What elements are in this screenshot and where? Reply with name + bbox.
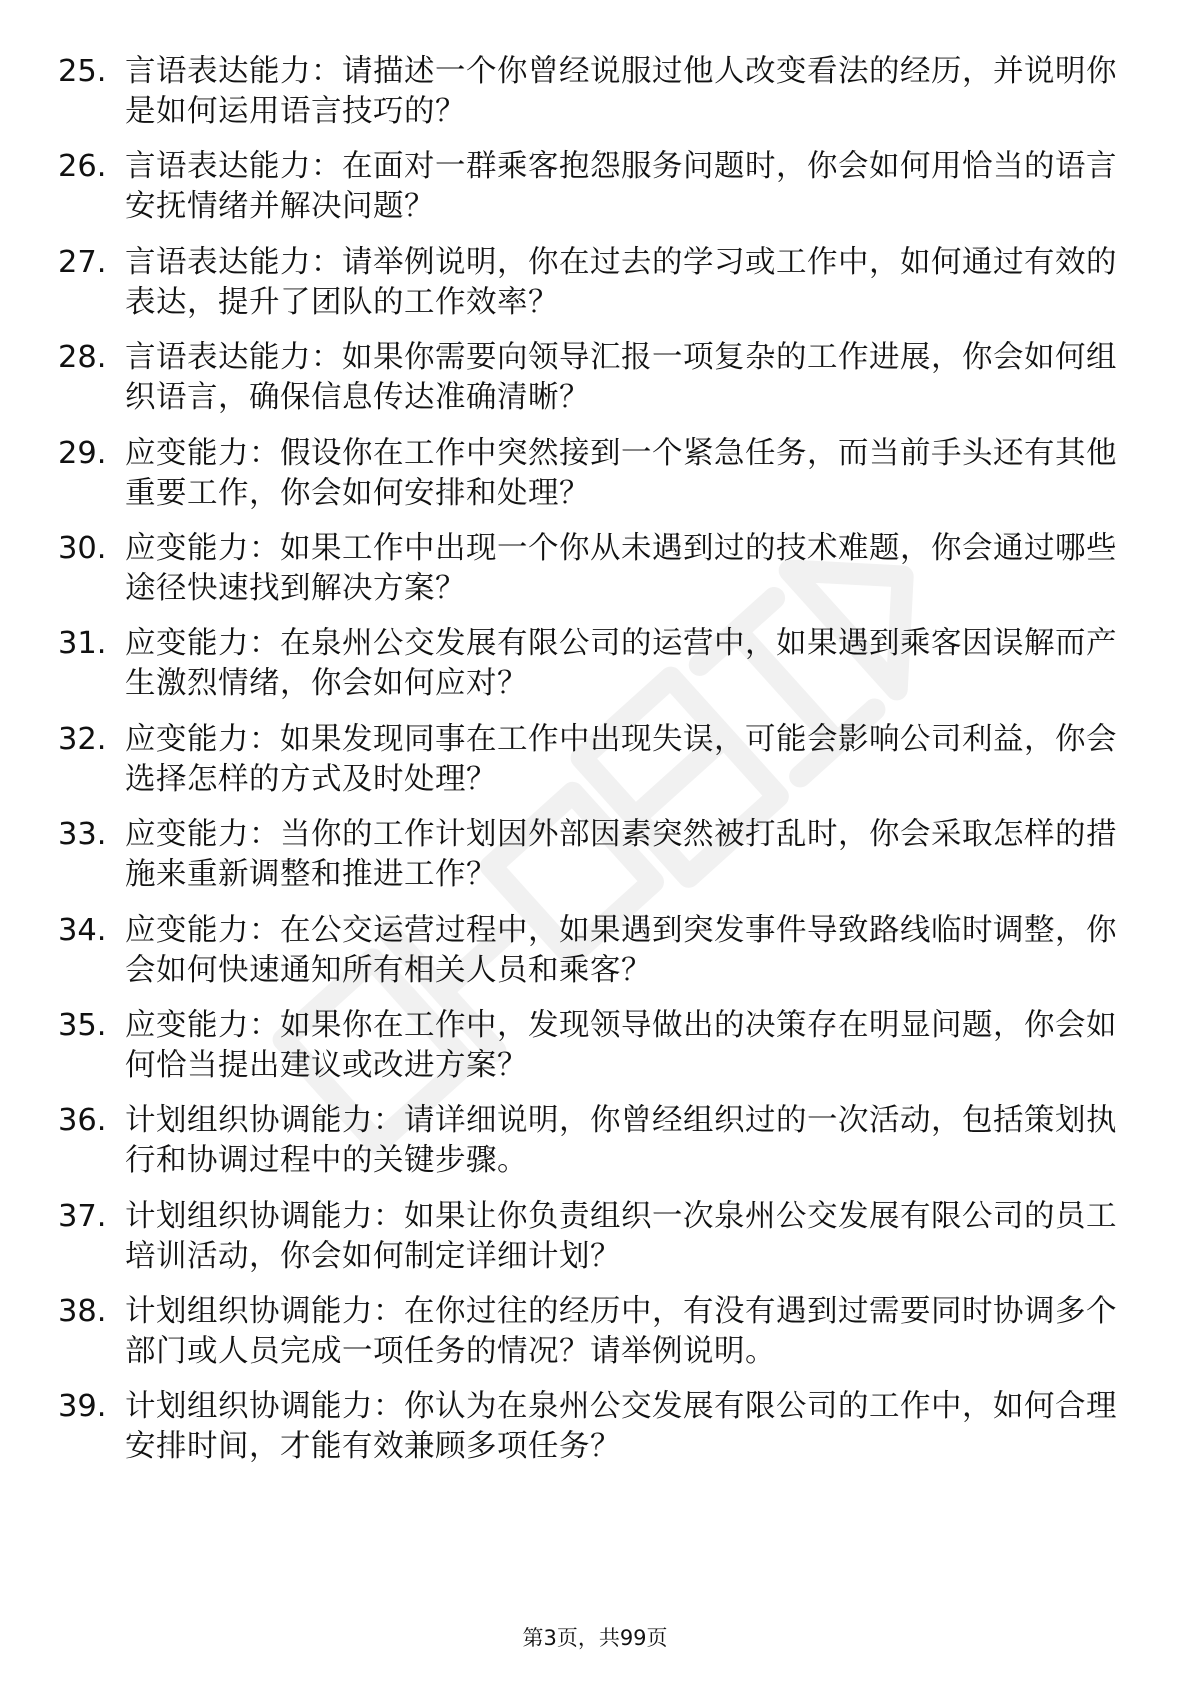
question-number: 33.: [58, 817, 107, 853]
question-number: 36.: [58, 1103, 107, 1139]
question-number: 27.: [58, 244, 107, 280]
question-text: 计划组织协调能力：请详细说明，你曾经组织过的一次活动，包括策划执行和协调过程中的关键步骤。: [125, 1103, 1117, 1179]
question-number: 37.: [58, 1198, 107, 1234]
question-text: 言语表达能力：请举例说明，你在过去的学习或工作中，如何通过有效的表达，提升了团队的工作效率？: [125, 244, 1117, 320]
question-item-29: [58, 434, 1130, 526]
question-number: 35.: [58, 1007, 107, 1043]
question-text: 言语表达能力：请描述一个你曾经说服过他人改变看法的经历，并说明你是如何运用语言技巧的？: [125, 54, 1117, 129]
question-item-26: [58, 147, 1130, 239]
question-number: 38.: [58, 1294, 107, 1330]
question-item-37: [58, 1197, 1130, 1289]
question-list: [58, 52, 1130, 1483]
question-item-25: [58, 52, 1130, 144]
question-number: 28.: [58, 340, 107, 376]
question-item-38: [58, 1292, 1130, 1384]
question-number: 32.: [58, 721, 107, 757]
question-number: 34.: [58, 912, 107, 948]
question-text: 计划组织协调能力：你认为在泉州公交发展有限公司的工作中，如何合理安排时间，才能有效兼顾多项任务？: [125, 1389, 1117, 1465]
question-number: 26.: [58, 149, 107, 185]
question-text: 计划组织协调能力：如果让你负责组织一次泉州公交发展有限公司的员工培训活动，你会如何制定详细计划？: [125, 1198, 1117, 1274]
question-item-35: [58, 1006, 1130, 1098]
question-number: 25.: [58, 54, 107, 89]
question-text: 应变能力：在泉州公交发展有限公司的运营中，如果遇到乘客因误解而产生激烈情绪，你会如何应对？: [125, 626, 1117, 702]
question-text: 应变能力：假设你在工作中突然接到一个紧急任务，而当前手头还有其他重要工作，你会如何安排和处理？: [125, 435, 1117, 511]
page-footer: [0, 1622, 1190, 1652]
question-item-31: [58, 624, 1130, 716]
question-item-33: [58, 815, 1130, 907]
question-number: 39.: [58, 1389, 107, 1425]
question-number: 29.: [58, 435, 107, 471]
question-text: 应变能力：如果你在工作中，发现领导做出的决策存在明显问题，你会如何恰当提出建议或改进方案？: [125, 1007, 1117, 1083]
question-text: 应变能力：在公交运营过程中，如果遇到突发事件导致路线临时调整，你会如何快速通知所有相关人员和乘客？: [125, 912, 1117, 988]
question-item-27: [58, 243, 1130, 335]
question-text: 计划组织协调能力：在你过往的经历中，有没有遇到过需要同时协调多个部门或人员完成一项任务的情况？请举例说明。: [125, 1294, 1117, 1370]
question-item-32: [58, 720, 1130, 812]
question-text: 言语表达能力：在面对一群乘客抱怨服务问题时，你会如何用恰当的语言安抚情绪并解决问题？: [125, 149, 1117, 225]
question-item-39: [58, 1387, 1130, 1479]
question-item-34: [58, 911, 1130, 1003]
question-text: 言语表达能力：如果你需要向领导汇报一项复杂的工作进展，你会如何组织语言，确保信息传达准确清晰？: [125, 340, 1117, 416]
question-item-30: [58, 529, 1130, 621]
page-number-label: 第3页，共99页: [522, 1626, 668, 1650]
question-item-28: [58, 338, 1130, 430]
question-text: 应变能力：当你的工作计划因外部因素突然被打乱时，你会采取怎样的措施来重新调整和推进工作？: [125, 817, 1117, 893]
question-text: 应变能力：如果发现同事在工作中出现失误，可能会影响公司利益，你会选择怎样的方式及时处理？: [125, 721, 1117, 797]
question-text: 应变能力：如果工作中出现一个你从未遇到过的技术难题，你会通过哪些途径快速找到解决方案？: [125, 530, 1117, 606]
question-item-36: [58, 1101, 1130, 1193]
question-number: 30.: [58, 530, 107, 566]
question-number: 31.: [58, 626, 107, 662]
